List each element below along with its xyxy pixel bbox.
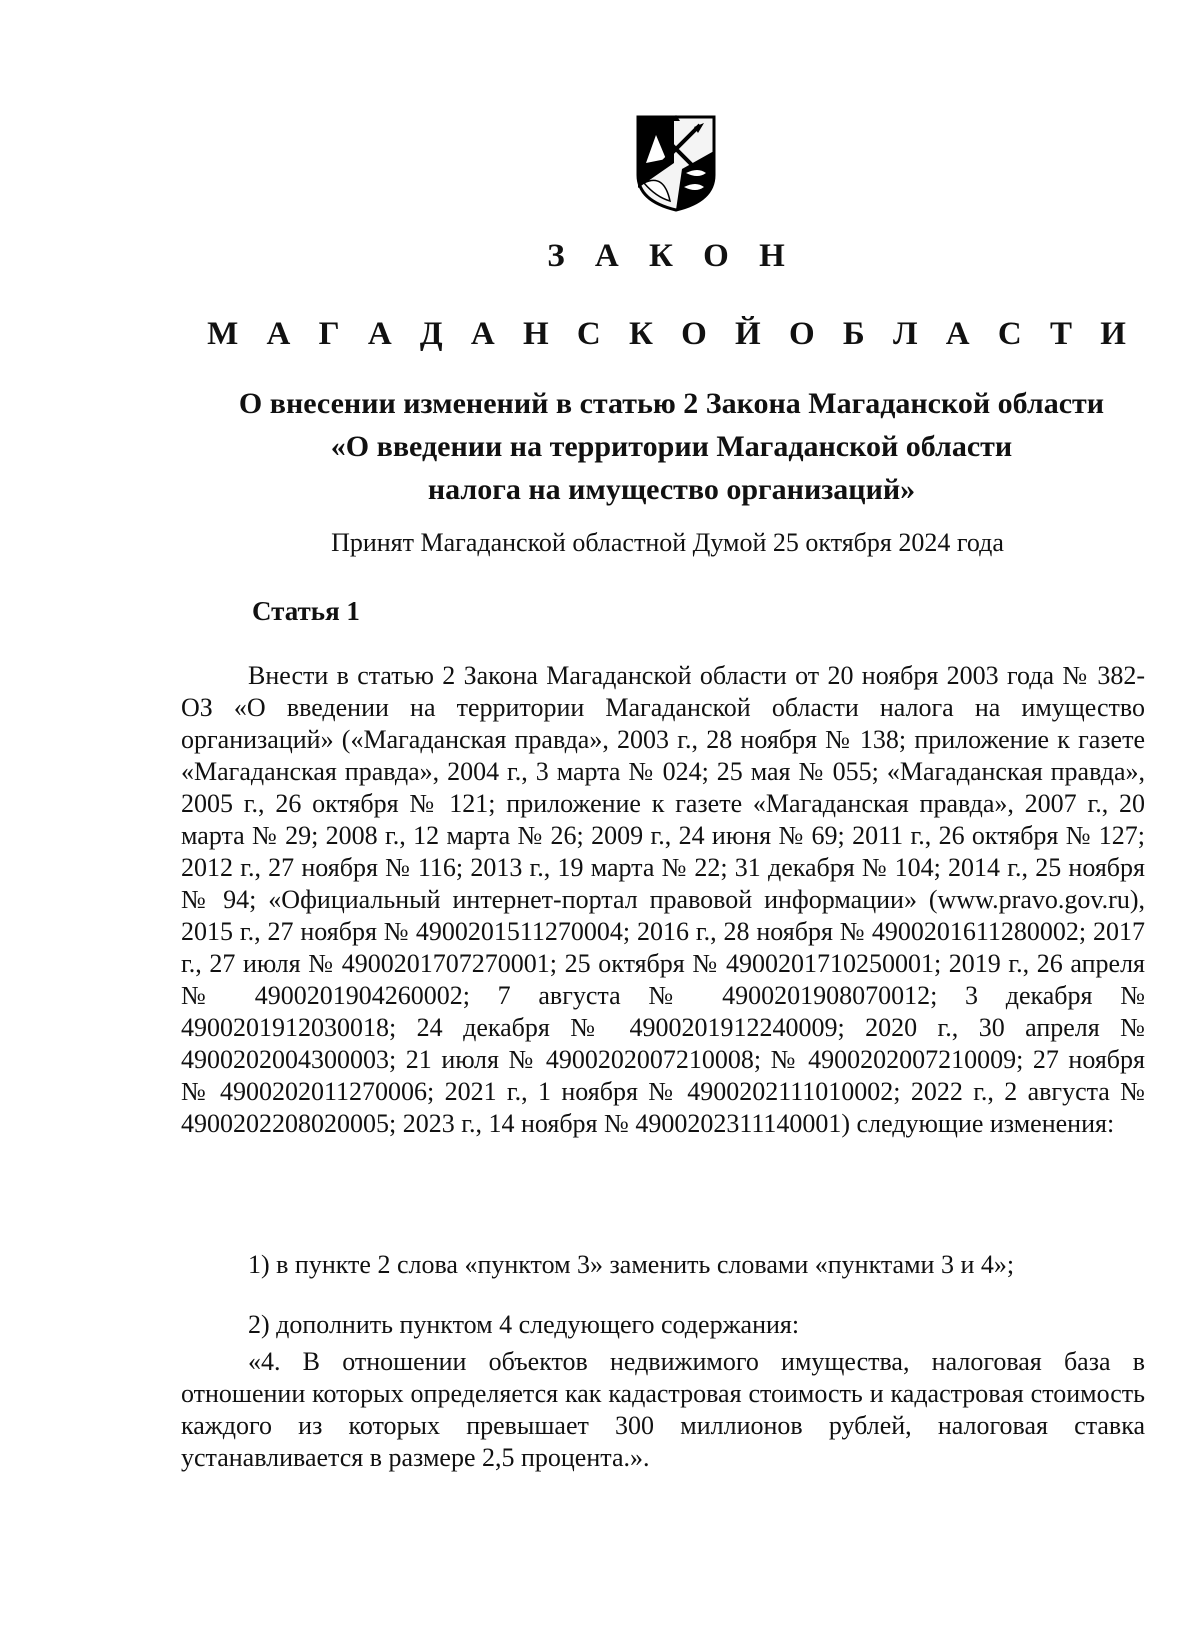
- law-heading-line: «О введении на территории Магаданской области: [330, 430, 1013, 463]
- law-heading: [160, 382, 1183, 511]
- article-paragraph: Внести в статью 2 Закона Магаданской области от 20 ноября 2003 года № 382-ОЗ «О введении на территории Магаданской области налога на имущество организаций» («Магаданская правда», 2003 г., 28 ноября № 138; приложение к газете «Магаданская правда», 2004 г., 3 марта № 024; 25 мая № 055; «Магаданская правда», 2005 г., 26 октября № 121; приложение к газете «Магаданская правда», 2007 г., 20 марта № 29; 2008 г., 12 марта № 26; 2009 г., 24 июня № 69; 2011 г., 26 октября № 127; 2012 г., 27 ноября № 116; 2013 г., 19 марта № 22; 31 декабря № 104; 2014 г., 25 ноября № 94; «Официальный интернет-портал правовой информации» (www.pravo.gov.ru), 2015 г., 27 ноября № 4900201511270004; 2016 г., 28 ноября № 4900201611280002; 2017 г., 27 июля № 4900201707270001; 25 октября № 4900201710250001; 2019 г., 26 апреля № 4900201904260002; 7 августа № 4900201908070012; 3 декабря № 4900201912030018; 24 декабря № 4900201912240009; 2020 г., 30 апреля № 4900202004300003; 21 июля № 4900202007210008; № 4900202007210009; 27 ноября № 4900202011270006; 2021 г., 1 ноября № 4900202111010002; 2022 г., 2 августа № 4900202208020005; 2023 г., 14 ноября № 4900202311140001) следующие изменения:: [181, 661, 1145, 1138]
- law-heading-line: налога на имущество организаций»: [427, 473, 916, 506]
- magadan-coat-of-arms-icon: [634, 113, 718, 213]
- amendment-quote: [181, 1346, 1145, 1474]
- quoted-paragraph: «4. В отношении объектов недвижимого имущества, налоговая база в отношении которых определяется как кадастровая стоимость и кадастровая стоимость каждого из которых превышает 300 миллионов рублей, налоговая ставка устанавливается в размере 2,5 процента.».: [181, 1347, 1145, 1472]
- article-body: [181, 660, 1145, 1140]
- region-title: М А Г А Д А Н С К О Й О Б Л А С Т И: [207, 316, 1136, 352]
- adoption-line: Принят Магаданской областной Думой 25 октября 2024 года: [331, 528, 1004, 557]
- amendment-item-2: 2) дополнить пунктом 4 следующего содержания:: [248, 1310, 800, 1339]
- article-title: Статья 1: [252, 596, 360, 626]
- document-type-title: З А К О Н: [547, 238, 796, 274]
- amendment-item-1: 1) в пункте 2 слова «пунктом 3» заменить словами «пунктами 3 и 4»;: [248, 1250, 1015, 1279]
- law-heading-line: О внесении изменений в статью 2 Закона Магаданской области: [238, 387, 1105, 420]
